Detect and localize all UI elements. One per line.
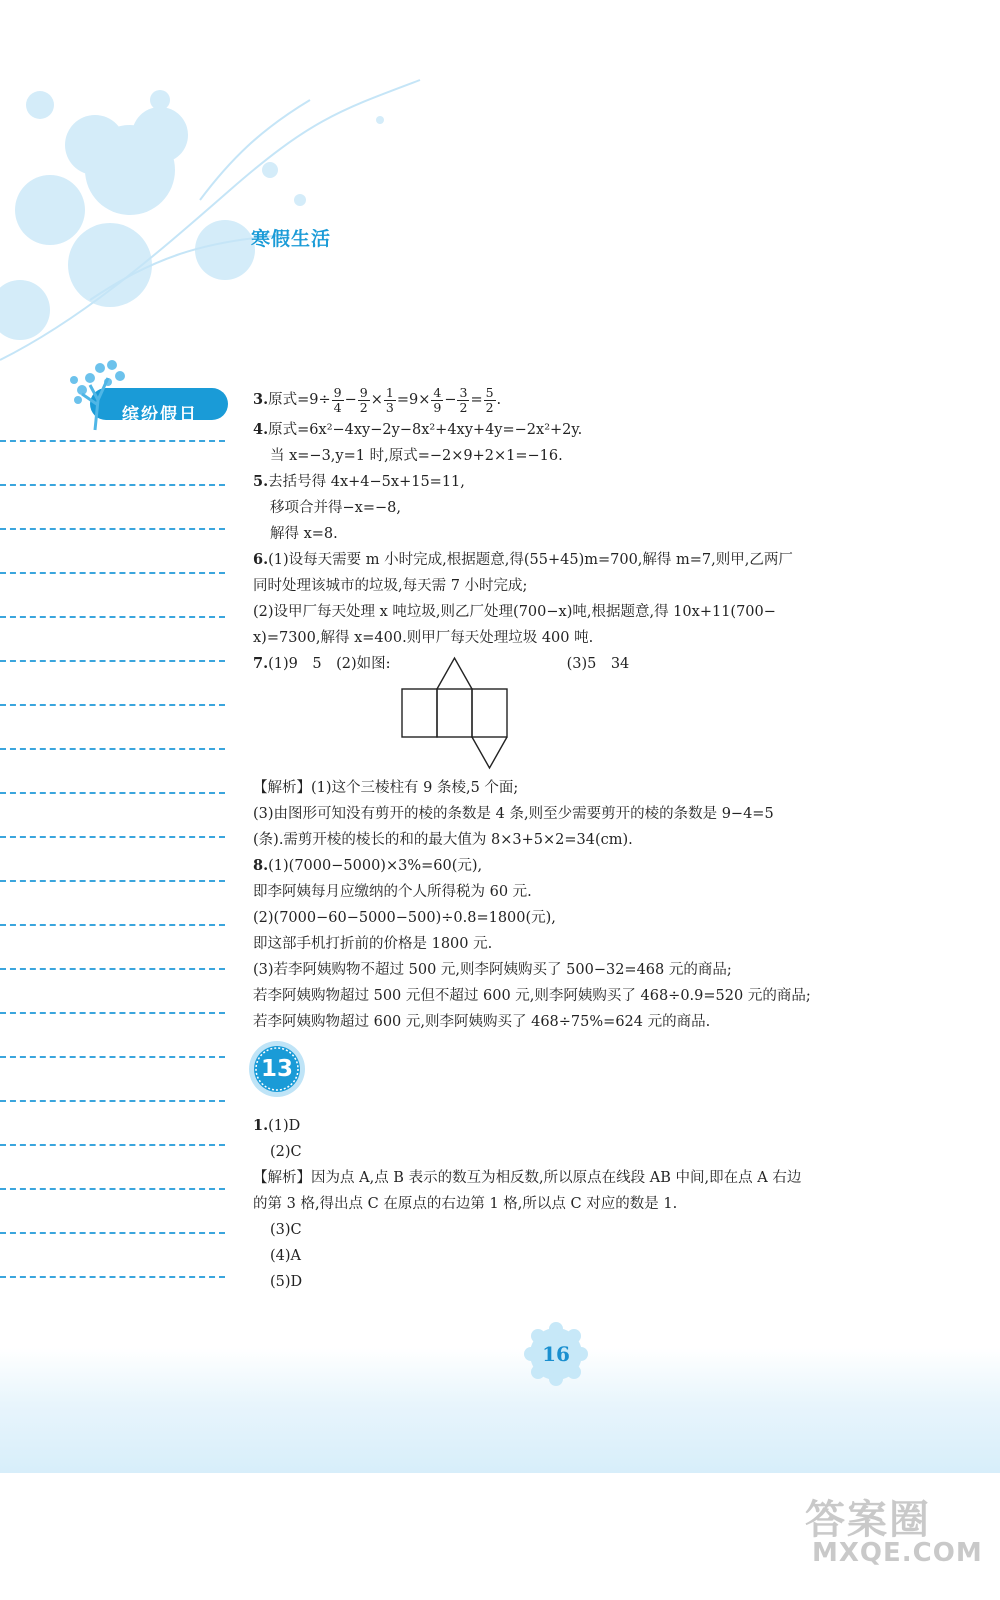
note-line <box>0 748 225 750</box>
watermark-bottom: MXQE.COM <box>812 1538 983 1568</box>
answer-5-line-1 <box>253 469 893 495</box>
analysis-text: 因为点 A,点 B 表示的数互为相反数,所以原点在线段 AB 中间,即在点 A 右边 <box>311 1170 802 1186</box>
note-line <box>0 880 225 882</box>
question-number: 6. <box>253 551 269 568</box>
answer-7-analysis-3: (条).需剪开棱的棱长的和的最大值为 8×3+5×2=34(cm). <box>253 832 633 848</box>
note-line <box>0 1232 225 1234</box>
expr-text: = <box>470 392 483 408</box>
answer-8-line-3: (2)(7000−60−5000−500)÷0.8=1800(元), <box>253 910 556 926</box>
note-line <box>0 704 225 706</box>
answer-text: (1)(7000−5000)×3%=60(元), <box>268 858 483 874</box>
s13-answer-1-line-2: (2)C <box>270 1144 302 1160</box>
page-number: 16 <box>542 1342 570 1366</box>
section-spacer <box>253 1035 893 1113</box>
answer-text: (1)D <box>268 1118 301 1134</box>
note-line <box>0 528 225 530</box>
section-badge-label: 缤纷假日 <box>122 405 198 425</box>
expr-text: − <box>344 392 357 408</box>
question-number: 8. <box>253 857 269 874</box>
answer-5-line-3: 解得 x=8. <box>270 526 338 542</box>
note-line <box>0 484 225 486</box>
note-line <box>0 616 225 618</box>
question-number: 3. <box>253 391 269 408</box>
note-line <box>0 792 225 794</box>
answer-8-line-4: 即这部手机打折前的价格是 1800 元. <box>253 936 493 952</box>
answer-6-line-2: 同时处理该城市的垃圾,每天需 7 小时完成; <box>253 578 528 594</box>
fraction: $\frac{1}{3}$ <box>385 384 394 415</box>
note-line <box>0 836 225 838</box>
fraction: $\frac{9}{2}$ <box>359 384 368 415</box>
analysis-tag: 【解析】 <box>253 780 311 796</box>
expr-text: . <box>496 392 502 408</box>
note-line <box>0 660 225 662</box>
question-number: 4. <box>253 421 269 438</box>
fraction: $\frac{3}{2}$ <box>459 384 468 415</box>
answer-7-analysis-1 <box>253 775 893 801</box>
answer-content <box>253 383 893 1295</box>
s13-answer-1-line-3: (3)C <box>270 1222 302 1238</box>
page-header-title: 寒假生活 <box>251 228 332 250</box>
s13-answer-1-line-5: (5)D <box>270 1274 303 1290</box>
note-line <box>0 1188 225 1190</box>
note-line <box>0 440 225 442</box>
prism-net-figure <box>400 656 515 771</box>
s13-answer-1-line-4: (4)A <box>270 1248 302 1264</box>
watermark-top: 答案圈 <box>805 1497 931 1543</box>
answer-text: (3)5 34 <box>566 656 630 672</box>
expr-text: × <box>370 392 383 408</box>
answer-8-line-1 <box>253 853 893 879</box>
answer-8-line-7: 若李阿姨购物超过 600 元,则李阿姨购买了 468÷75%=624 元的商品. <box>253 1014 711 1030</box>
section-number: 13 <box>260 1056 293 1082</box>
note-line <box>0 1012 225 1014</box>
question-number: 1. <box>253 1117 269 1134</box>
analysis-text: (1)这个三棱柱有 9 条棱,5 个面; <box>311 780 519 796</box>
answer-4-line-2: 当 x=−3,y=1 时,原式=−2×9+2×1=−16. <box>270 448 563 464</box>
answer-4-line-1 <box>253 417 893 443</box>
fraction: $\frac{9}{4}$ <box>333 384 342 415</box>
analysis-tag: 【解析】 <box>253 1170 311 1186</box>
s13-analysis-1 <box>253 1165 893 1191</box>
question-number: 7. <box>253 655 269 672</box>
s13-analysis-2: 的第 3 格,得出点 C 在原点的右边第 1 格,所以点 C 对应的数是 1. <box>253 1196 678 1212</box>
answer-8-line-6: 若李阿姨购物超过 500 元但不超过 600 元,则李阿姨购买了 468÷0.9=520 元的商品; <box>253 988 811 1004</box>
answer-7-line-1 <box>253 651 893 677</box>
question-number: 5. <box>253 473 269 490</box>
answer-text: 原式=6x²−4xy−2y−8x²+4xy+4y=−2x²+2y. <box>268 422 583 438</box>
expr-text: − <box>444 392 457 408</box>
fraction: $\frac{4}{9}$ <box>433 384 442 415</box>
floral-decoration <box>0 60 430 380</box>
figure-spacer <box>253 677 893 775</box>
answer-8-line-5: (3)若李阿姨购物不超过 500 元,则李阿姨购买了 500−32=468 元的商品; <box>253 962 732 978</box>
note-line <box>0 1144 225 1146</box>
answer-7-analysis-2: (3)由图形可知没有剪开的棱的条数是 4 条,则至少需要剪开的棱的条数是 9−4=5 <box>253 806 774 822</box>
note-line <box>0 1056 225 1058</box>
expr-text: =9× <box>396 392 431 408</box>
answer-text: 去括号得 4x+4−5x+15=11, <box>268 474 465 490</box>
note-line <box>0 924 225 926</box>
answer-6-line-1 <box>253 547 893 573</box>
expr-text: 原式=9÷ <box>268 392 331 408</box>
s13-answer-1-line-1 <box>253 1113 893 1139</box>
answer-8-line-2: 即李阿姨每月应缴纳的个人所得税为 60 元. <box>253 884 532 900</box>
answer-text: (1)设每天需要 m 小时完成,根据题意,得(55+45)m=700,解得 m=7,则甲,乙两厂 <box>268 552 793 568</box>
answer-3 <box>253 383 893 417</box>
answer-6-line-4: x)=7300,解得 x=400.则甲厂每天处理垃圾 400 吨. <box>253 630 594 646</box>
answer-6-line-3: (2)设甲厂每天处理 x 吨垃圾,则乙厂处理(700−x)吨,根据题意,得 10x+11(700− <box>253 604 776 620</box>
answer-text: (1)9 5 (2)如图: <box>268 656 391 672</box>
note-line <box>0 1276 225 1278</box>
note-line <box>0 572 225 574</box>
note-line <box>0 1100 225 1102</box>
fraction: $\frac{5}{2}$ <box>485 384 494 415</box>
footer-band <box>0 1348 1000 1473</box>
answer-5-line-2: 移项合并得−x=−8, <box>270 500 401 516</box>
note-line <box>0 968 225 970</box>
